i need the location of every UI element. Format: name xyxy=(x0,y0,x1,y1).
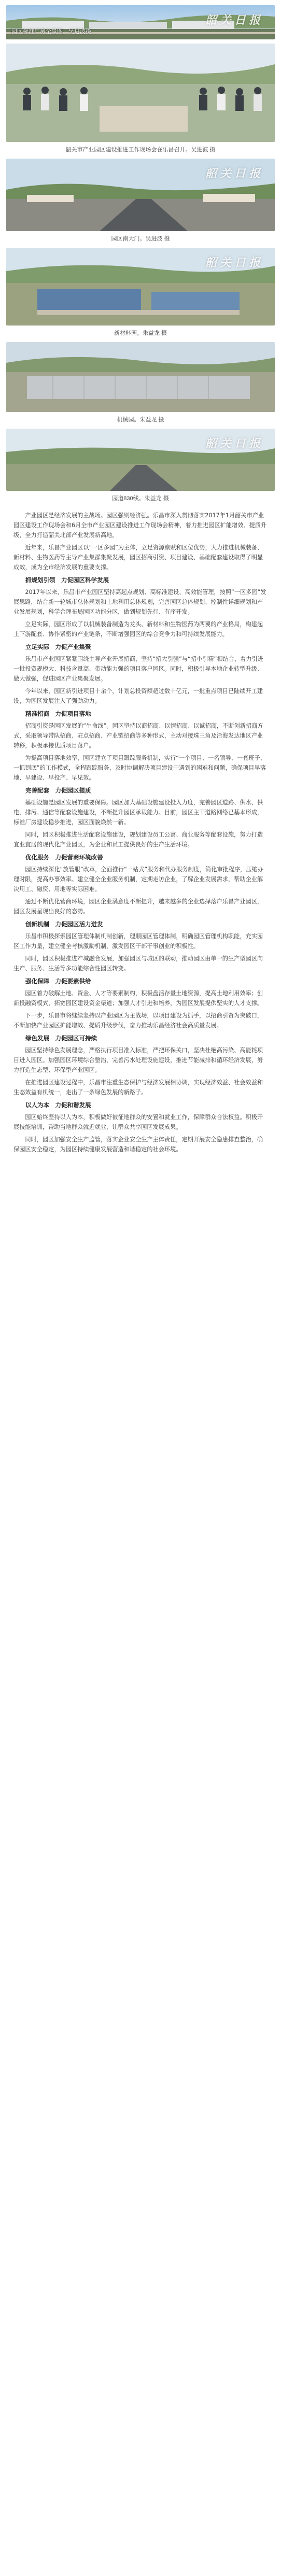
photo-caption: 园道830线。朱益龙 摄 xyxy=(112,496,169,502)
photo-block-4 xyxy=(0,248,281,342)
photo-new-materials-park xyxy=(6,248,275,325)
article-paragraph: 2017年以来，乐昌市产业园区坚持高起点规划、高标准建设、高效能管理，按照“一区多园”发展思路，结合新一轮城市总体规划和土地利用总体规划，完善园区总体规划、控制性详细规划和产业发展规划，科学合理布局园区功能分区，做到规划先行、有序开发。 xyxy=(13,589,266,615)
section-heading: 立足实际 力促产业集聚 xyxy=(25,643,91,650)
article-paragraph: 园区持续深化“放管服”改革，全面推行“一站式”服务和代办服务制度，简化审批程序，压缩办理时限，提高办事效率。建立健全企业服务机制，定期走访企业，了解企业发展需求，帮助企业解决用工、融资、用地等实际困难。 xyxy=(13,866,263,893)
article-paragraph: 立足实际，园区形成了以机械装备制造为龙头、新材料和生物医药为两翼的产业格局，构建起上下游配套、协作紧密的产业链条，不断增强园区的综合竞争力和可持续发展能力。 xyxy=(13,621,263,638)
photo-block-3 xyxy=(0,159,281,248)
article-paragraph: 在推进园区建设过程中，乐昌市注重生态保护与经济发展相协调，实现经济效益、社会效益和生态效益有机统一，走出了一条绿色发展的新路子。 xyxy=(13,1079,263,1096)
watermark-logo: 韶关日报 xyxy=(205,167,263,180)
photo-caption: 园区南大门。吴进波 摄 xyxy=(111,236,170,242)
photo-caption: 新材料园。朱益龙 摄 xyxy=(114,330,167,336)
photo-road-830 xyxy=(6,429,275,491)
article-paragraph: 同时，园区积极推进产城融合发展，加强园区与城区的联动，推动园区由单一的生产型园区向生产、服务、生活等多功能综合性园区转变。 xyxy=(13,955,263,972)
article-paragraph: 基础设施是园区发展的重要保障。园区加大基础设施建设投入力度，完善园区道路、供水、供电、排污、通信等配套设施建设，不断提升园区承载能力。目前，园区主干道路网络已基本形成，标准厂房建设稳步推进，园区面貌焕然一新。 xyxy=(13,799,263,826)
section-heading: 优化服务 力促营商环境改善 xyxy=(25,854,103,861)
section-heading: 绿色发展 力促园区可持续 xyxy=(25,1035,97,1042)
section-heading: 创新机制 力促园区活力迸发 xyxy=(25,921,103,928)
article-paragraph: 乐昌市产业园区紧紧围绕主导产业开展招商，坚持“招大引强”与“招小引精”相结合，着力引进一批投资规模大、科技含量高、带动能力强的项目落户园区。同时，积极引导本地企业转型升级、做大做强，促进园区产业集聚发展。 xyxy=(13,656,263,682)
article-paragraph: 下一步，乐昌市将继续坚持以产业园区为主战场，以项目建设为抓手，以招商引资为突破口，不断加快产业园区扩能增效、提质升级步伐，奋力推动乐昌经济社会高质量发展。 xyxy=(13,1012,263,1029)
watermark-logo: 韶关日报 xyxy=(205,437,263,450)
photo-caption: 园区标准厂房全景图。吴进波摄 xyxy=(11,29,91,35)
photo-machinery-park xyxy=(6,342,275,412)
article-paragraph: 通过不断优化营商环境，园区企业满意度不断提升，越来越多的企业选择落户乐昌产业园区，园区发展呈现出良好的态势。 xyxy=(13,898,263,915)
article-paragraph: 园区着力破解土地、资金、人才等要素制约，积极盘活存量土地资源，提高土地利用效率；创新投融资模式，拓宽园区建设资金渠道；加强人才引进和培养，为园区发展提供坚实的人才支撑。 xyxy=(13,990,263,1007)
photo-block-6 xyxy=(0,429,281,507)
photo-block-2 xyxy=(0,39,281,159)
article-body xyxy=(0,507,281,1167)
article-paragraph: 乐昌市积极探索园区管理体制机制创新，理顺园区管理体制，明确园区管理机构职能，充实园区工作力量，建立健全考核激励机制，激发园区干部干事创业的积极性。 xyxy=(13,933,263,950)
section-heading: 完善配套 力促园区提质 xyxy=(25,787,91,794)
article-paragraph: 产业园区是经济发展的主战场。园区强则经济强。乐昌市深入贯彻落实2017年1月韶关市产业园区建设工作现场会和6月全市产业园区建设推进工作现场会精神，着力推进园区扩能增效、提质升级，全力打造韶关北部产业发展新高地。 xyxy=(13,512,267,539)
article-paragraph: 近年来，乐昌产业园区以“一区多园”为主体，立足资源禀赋和区位优势，大力推进机械装备、新材料、生物医药等主导产业集群集聚发展，园区招商引资、项目建设、基础配套建设取得了明显成效，成为全市经济发展的重要支撑。 xyxy=(13,544,263,571)
watermark-logo: 韶关日报 xyxy=(205,13,263,27)
watermark-logo: 韶关日报 xyxy=(205,256,263,270)
article-paragraph: 今年以来，园区新引进项目十余个，计划总投资额超过数十亿元，一批重点项目已陆续开工建设，为园区发展注入了强劲动力。 xyxy=(13,688,263,704)
photo-block-5 xyxy=(0,342,281,429)
article-paragraph: 同时，园区加强安全生产监管，落实企业安全生产主体责任，定期开展安全隐患排查整治，确保园区安全稳定，为园区持续健康发展营造和谐稳定的社会环境。 xyxy=(13,1136,263,1153)
photo-image xyxy=(6,342,275,412)
article-paragraph: 为提高项目落地效率，园区建立了项目跟踪服务机制，实行“一个项目、一名领导、一套班子、一抓到底”的工作模式，全程跟踪服务，及时协调解决项目建设中遇到的困难和问题，确保项目早落地、早建设、早投产、早见效。 xyxy=(13,755,266,781)
article-paragraph: 园区始终坚持以人为本，积极做好被征地群众的安置和就业工作，保障群众合法权益。积极开展技能培训，帮助当地群众就近就业，让群众共享园区发展成果。 xyxy=(13,1114,263,1130)
article-paragraph: 招商引资是园区发展的“生命线”。园区坚持以商招商、以情招商、以诚招商，不断创新招商方式，采取领导带队招商、驻点招商、产业链招商等多种形式，主动对接珠三角及沿海发达地区产业转移，积极承接优质项目落户。 xyxy=(13,723,263,749)
section-heading: 精准招商 力促项目落地 xyxy=(25,710,91,717)
photo-caption: 韶关市产业园区建设推进工作现场会在乐昌召开。吴进波 摄 xyxy=(65,147,216,153)
photo-caption: 机械园。朱益龙 摄 xyxy=(117,417,164,423)
photo-block-1 xyxy=(0,0,281,39)
photo-park-south-gate xyxy=(6,159,275,231)
article-paragraph: 园区坚持绿色发展理念，严格执行项目准入标准，严把环保关口，坚决杜绝高污染、高能耗项目进入园区。加强园区环境综合整治，完善污水处理设施建设，推进节能减排和循环经济发展，努力打造生态型、环保型产业园区。 xyxy=(13,1047,263,1073)
photo-image xyxy=(6,44,275,142)
section-heading: 强化保障 力促要素供给 xyxy=(25,978,91,985)
section-heading: 以人为本 力促和谐发展 xyxy=(25,1101,91,1109)
photo-meeting-visit xyxy=(6,44,275,142)
photo-industrial-park-panorama xyxy=(6,5,275,39)
section-heading: 抓规划引领 力促园区科学发展 xyxy=(25,576,109,584)
article-paragraph: 同时，园区积极推进生活配套设施建设，规划建设员工公寓、商业服务等配套设施，努力打造宜业宜居的现代化产业园区，为企业和员工提供良好的生产生活环境。 xyxy=(13,831,263,848)
